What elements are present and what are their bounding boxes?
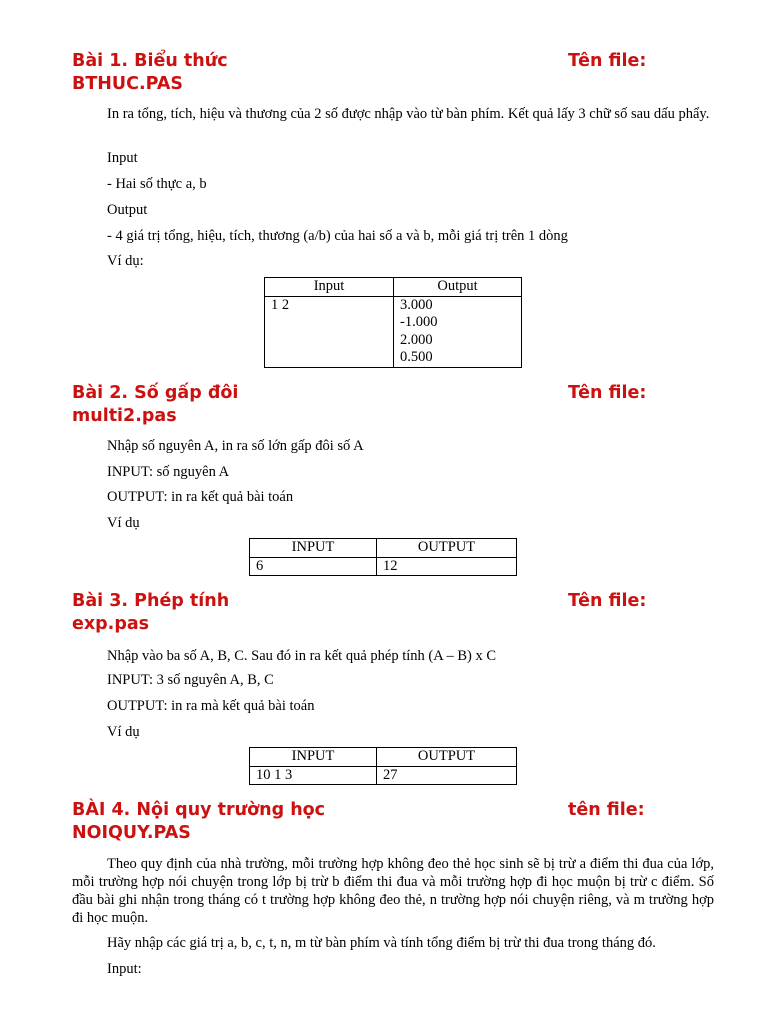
- problem-3-example-label: Ví dụ: [107, 724, 140, 740]
- problem-1-file-name: BTHUC.PAS: [72, 74, 183, 94]
- problem-2-heading: [72, 382, 692, 428]
- table-header-row: [250, 748, 517, 767]
- table-cell-output: 12: [377, 557, 517, 576]
- problem-2-file-name: multi2.pas: [72, 406, 177, 426]
- table-header-row: [265, 278, 522, 297]
- table-header-input: INPUT: [250, 539, 377, 558]
- problem-4-file-name: NOIQUY.PAS: [72, 823, 191, 843]
- problem-1-input-desc: - Hai số thực a, b: [107, 176, 207, 192]
- problem-1-title: Bài 1. Biểu thức: [72, 51, 228, 71]
- problem-3-example-table: [249, 747, 517, 785]
- problem-2-example-table: [249, 538, 517, 576]
- problem-3-file-name: exp.pas: [72, 614, 150, 634]
- problem-1-file-label: Tên file:: [568, 51, 647, 71]
- problem-2-statement: Nhập số nguyên A, in ra số lớn gấp đôi số A: [107, 438, 364, 454]
- problem-2-input-line: INPUT: số nguyên A: [107, 464, 230, 480]
- table-header-output: OUTPUT: [377, 748, 517, 767]
- table-cell-input: 6: [250, 557, 377, 576]
- problem-1-heading: [72, 50, 692, 96]
- table-header-output: Output: [394, 278, 522, 297]
- problem-1-example-label: Ví dụ:: [107, 253, 144, 269]
- problem-2-file-label: Tên file:: [568, 383, 647, 403]
- problem-2-title: Bài 2. Số gấp đôi: [72, 383, 239, 403]
- problem-4-title: BÀI 4. Nội quy trường học: [72, 800, 326, 820]
- problem-1-input-label: Input: [107, 150, 138, 166]
- problem-3-heading: [72, 590, 692, 636]
- table-row: [250, 557, 517, 576]
- table-cell-output: 27: [377, 766, 517, 785]
- problem-2-example-label: Ví dụ: [107, 515, 140, 531]
- output-line: 2.000: [400, 331, 433, 348]
- table-row: [250, 766, 517, 785]
- output-line: 3.000: [400, 296, 433, 313]
- table-header-row: [250, 539, 517, 558]
- table-cell-input: 10 1 3: [250, 766, 377, 785]
- table-header-input: Input: [265, 278, 394, 297]
- problem-4-input-label: Input:: [107, 961, 142, 977]
- problem-1-statement: In ra tổng, tích, hiệu và thương của 2 số được nhập vào từ bàn phím. Kết quả lấy 3 chữ số sau dấu phẩy.: [107, 106, 710, 122]
- problem-4-heading: [72, 799, 692, 845]
- problem-3-input-line: INPUT: 3 số nguyên A, B, C: [107, 672, 274, 688]
- table-cell-input: 1 2: [265, 296, 394, 367]
- table-cell-output: [394, 296, 522, 367]
- problem-3-statement: Nhập vào ba số A, B, C. Sau đó in ra kết quả phép tính (A – B) x C: [107, 648, 497, 664]
- problem-3-file-label: Tên file:: [568, 591, 647, 611]
- problem-4-statement: Theo quy định của nhà trường, mỗi trường hợp không đeo thẻ học sinh sẽ bị trừ a điểm thi đua của lớp, mỗi trường hợp nói chuyện trong lớp bị trừ b điểm thi đua và mỗi trường hợp đi học muộn bị trừ c điểm. Số đầu bài ghi nhận trong tháng có t trường hợp không đeo thẻ, n trường hợp nói chuyện riêng, và m trường hợp đi học muộn.: [72, 856, 714, 926]
- table-header-input: INPUT: [250, 748, 377, 767]
- problem-1-example-table: [264, 277, 522, 368]
- problem-4-task: Hãy nhập các giá trị a, b, c, t, n, m từ bàn phím và tính tổng điểm bị trừ thi đua trong tháng đó.: [107, 935, 656, 951]
- table-row: [265, 296, 522, 367]
- problem-1-output-label: Output: [107, 202, 148, 218]
- problem-3-title: Bài 3. Phép tính: [72, 591, 230, 611]
- output-line: -1.000: [400, 314, 438, 330]
- output-line: 0.500: [400, 349, 433, 365]
- table-header-output: OUTPUT: [377, 539, 517, 558]
- problem-1-output-desc: - 4 giá trị tổng, hiệu, tích, thương (a/b) của hai số a và b, mỗi giá trị trên 1 dòng: [107, 228, 568, 244]
- problem-3-output-line: OUTPUT: in ra mà kết quả bài toán: [107, 698, 315, 714]
- problem-4-file-label: tên file:: [568, 800, 645, 820]
- problem-2-output-line: OUTPUT: in ra kết quả bài toán: [107, 489, 294, 505]
